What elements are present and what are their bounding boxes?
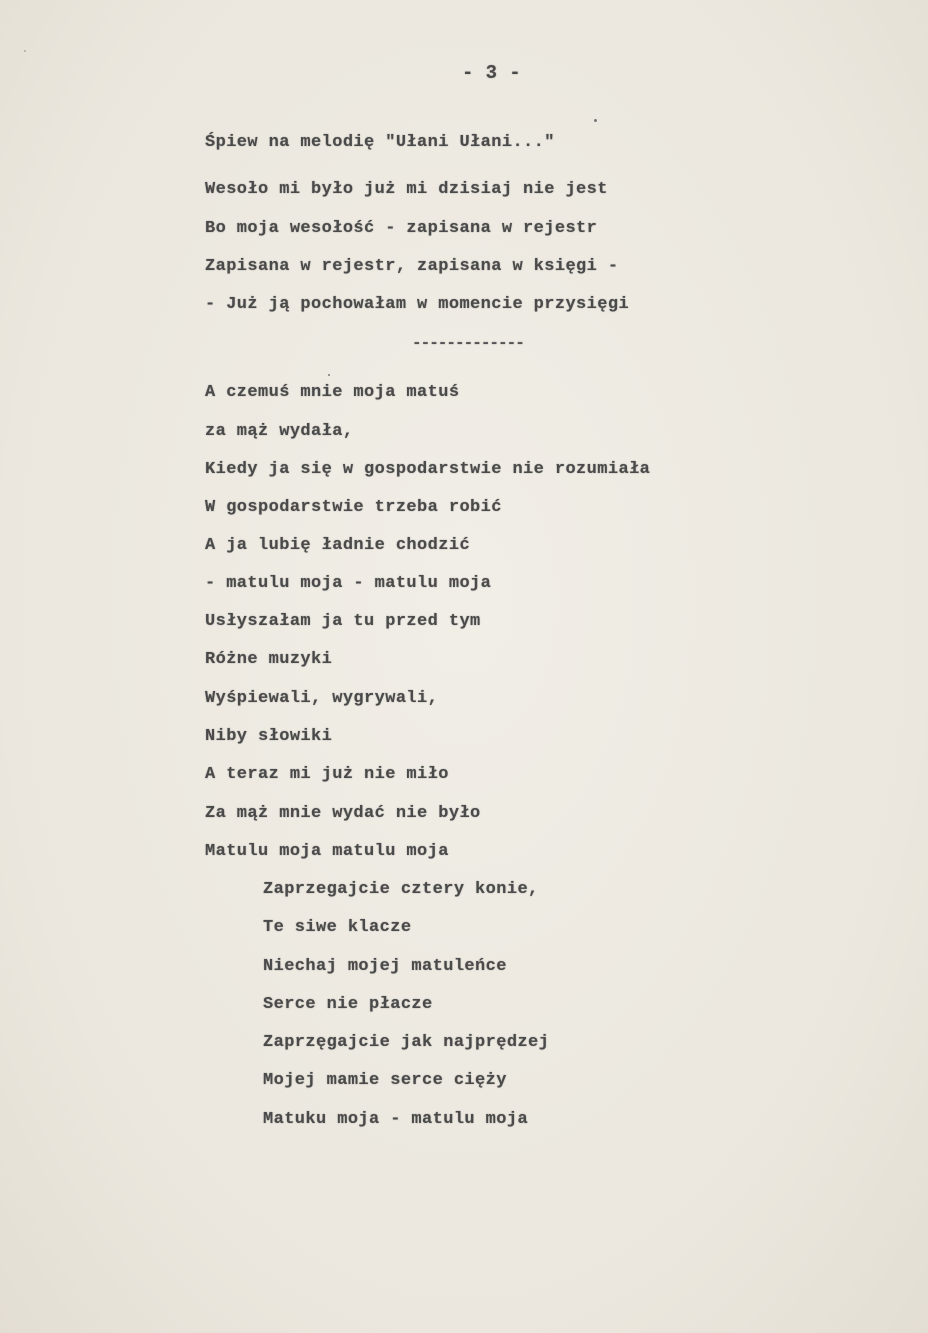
stanza3-line: Niechaj mojej matuleńce [263, 957, 507, 976]
stanza1-line: Wesoło mi było już mi dzisiaj nie jest [205, 180, 608, 199]
stanza3-line: Mojej mamie serce cięży [263, 1071, 507, 1090]
stanza2-line: Różne muzyki [205, 650, 333, 669]
stanza2-line: W gospodarstwie trzeba robić [205, 498, 502, 517]
stanza2-line: Matulu moja matulu moja [205, 842, 449, 861]
ink-speck [594, 119, 597, 122]
stanza2-line: Kiedy ja się w gospodarstwie nie rozumiała [205, 460, 651, 479]
stanza3-line: Serce nie płacze [263, 995, 433, 1014]
stanza3-line: Matuku moja - matulu moja [263, 1110, 529, 1129]
stanza2-line: - matulu moja - matulu moja [205, 574, 492, 593]
ink-speck [328, 374, 330, 376]
stanza2-line: Wyśpiewali, wygrywali, [205, 689, 439, 708]
stanza3-line: Zaprzęgajcie jak najprędzej [263, 1033, 550, 1052]
page-number: - 3 - [462, 62, 522, 84]
stanza2-line: Za mąż mnie wydać nie było [205, 804, 481, 823]
stanza2-line: za mąż wydała, [205, 422, 354, 441]
stanza2-line: A ja lubię ładnie chodzić [205, 536, 471, 555]
stanza2-line: Usłyszałam ja tu przed tym [205, 612, 481, 631]
stanza2-line: Niby słowiki [205, 727, 333, 746]
stanza2-line: A teraz mi już nie miło [205, 765, 449, 784]
ink-speck [24, 50, 26, 52]
stanza1-line: Bo moja wesołość - zapisana w rejestr [205, 219, 598, 238]
stanza1-line: - Już ją pochowałam w momencie przysięgi [205, 295, 630, 314]
stanza1-line: Zapisana w rejestr, zapisana w księgi - [205, 257, 619, 276]
song-title: Śpiew na melodię "Ułani Ułani..." [205, 133, 555, 152]
stanza2-line: A czemuś mnie moja matuś [205, 383, 460, 402]
stanza3-line: Zaprzegajcie cztery konie, [263, 880, 539, 899]
stanza3-line: Te siwe klacze [263, 918, 412, 937]
divider-line: ------------- [412, 334, 524, 352]
